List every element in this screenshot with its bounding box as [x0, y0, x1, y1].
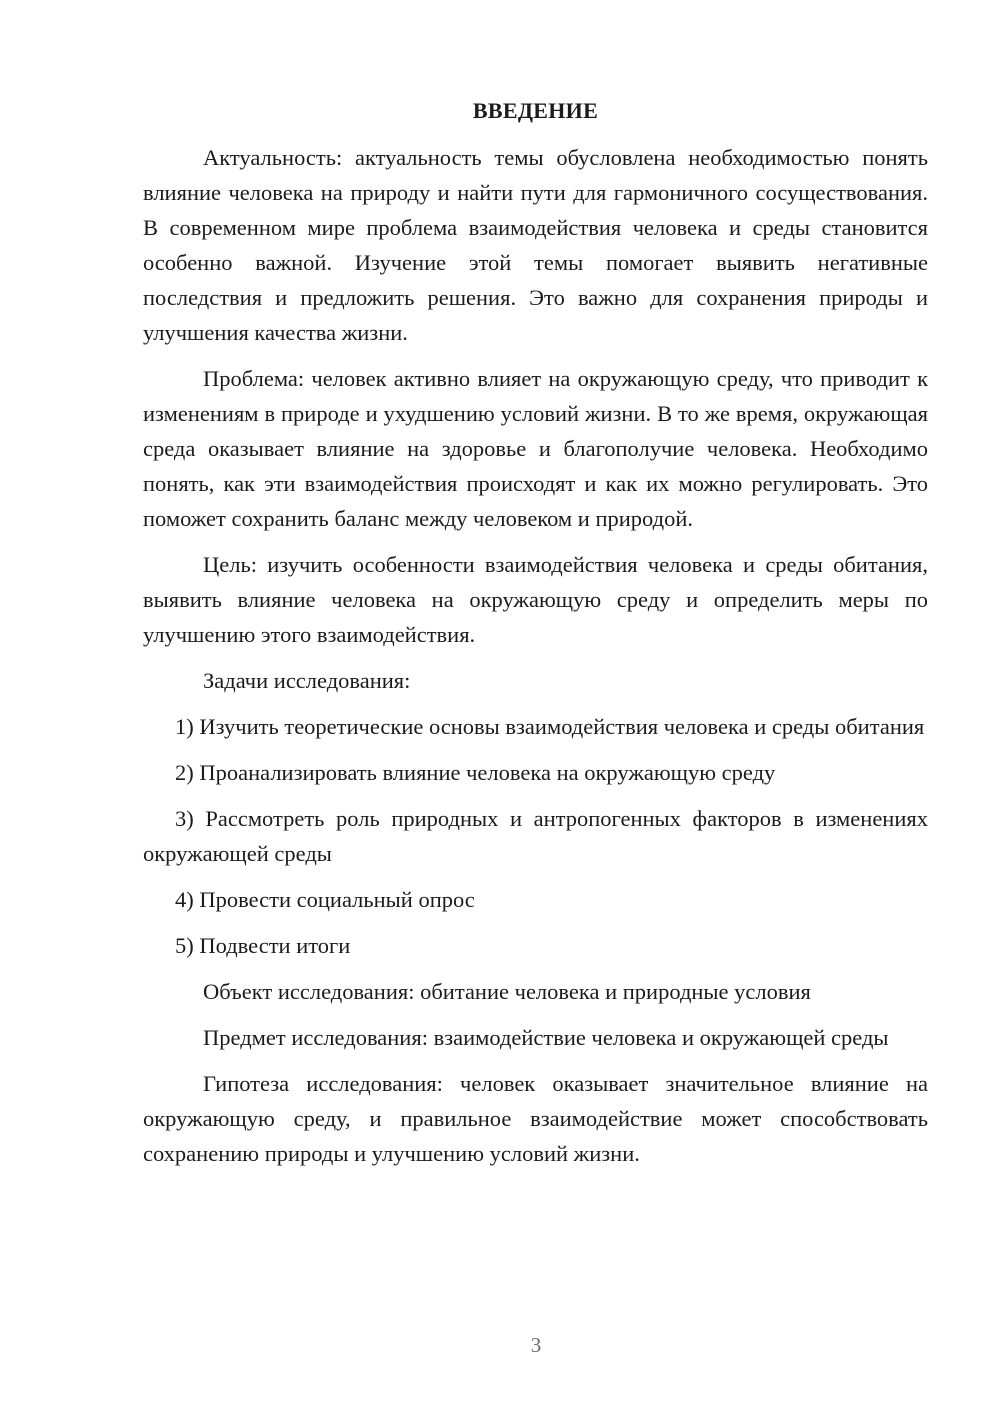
- section-title: ВВЕДЕНИЕ: [472, 98, 599, 123]
- task-item-3: 3) Рассмотреть роль природных и антропогенных факторов в изменениях окружающей среды: [143, 806, 928, 866]
- research-object-paragraph: Объект исследования: обитание человека и природные условия: [203, 979, 811, 1004]
- relevance-paragraph: Актуальность: актуальность темы обусловлена необходимостью понять влияние человека на природу и найти пути для гармоничного сосуществования. В современном мире проблема взаимодействия человека и среды становится особенно важной. Изучение этой темы помогает выявить негативные последствия и предложить решения. Это важно для сохранения природы и улучшения качества жизни.: [143, 145, 928, 345]
- task-item-2: 2) Проанализировать влияние человека на окружающую среду: [175, 760, 776, 785]
- task-item-4: 4) Провести социальный опрос: [175, 887, 475, 912]
- research-subject-paragraph: Предмет исследования: взаимодействие человека и окружающей среды: [203, 1025, 889, 1050]
- hypothesis-paragraph: Гипотеза исследования: человек оказывает значительное влияние на окружающую среду, и правильное взаимодействие может способствовать сохранению природы и улучшению условий жизни.: [143, 1071, 928, 1166]
- goal-paragraph: Цель: изучить особенности взаимодействия человека и среды обитания, выявить влияние человека на окружающую среду и определить меры по улучшению этого взаимодействия.: [143, 552, 928, 647]
- page-body: [143, 96, 928, 1171]
- tasks-heading: Задачи исследования:: [203, 668, 411, 693]
- task-item-5: 5) Подвести итоги: [175, 933, 351, 958]
- task-item-1: 1) Изучить теоретические основы взаимодействия человека и среды обитания: [175, 714, 925, 739]
- page-number: 3: [530, 1333, 542, 1357]
- problem-paragraph: Проблема: человек активно влияет на окружающую среду, что приводит к изменениям в природе и ухудшению условий жизни. В то же время, окружающая среда оказывает влияние на здоровье и благополучие человека. Необходимо понять, как эти взаимодействия происходят и как их можно регулировать. Это поможет сохранить баланс между человеком и природой.: [143, 366, 928, 531]
